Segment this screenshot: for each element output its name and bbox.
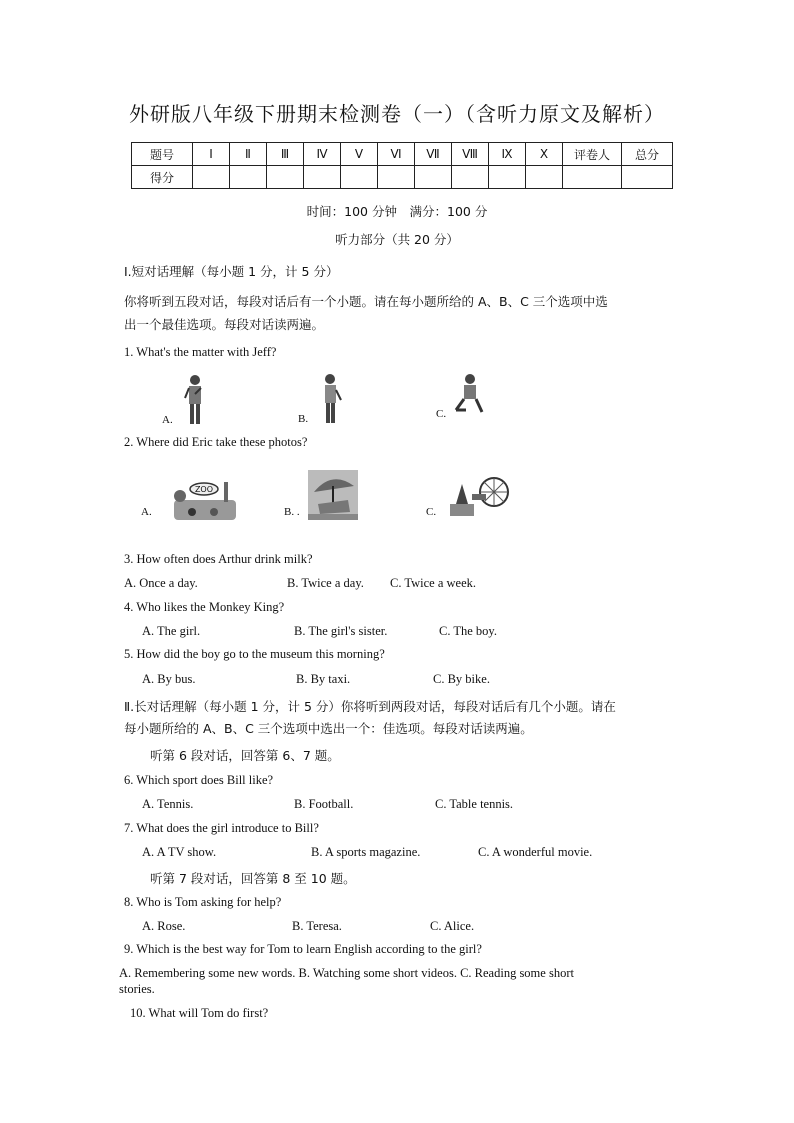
q7-option-a[interactable]: A. A TV show. bbox=[142, 845, 217, 859]
question-6: 6. Which sport does Bill like? bbox=[124, 773, 274, 787]
header-cell: Ⅴ bbox=[341, 143, 378, 166]
q2-option-a-zoo-image bbox=[170, 478, 240, 522]
score-cell[interactable] bbox=[489, 166, 526, 189]
q5-option-c[interactable]: C. By bike. bbox=[433, 672, 490, 686]
score-cell[interactable] bbox=[267, 166, 304, 189]
q3-option-a[interactable]: A. Once a day. bbox=[124, 576, 198, 590]
question-1: 1. What's the matter with Jeff? bbox=[124, 345, 277, 359]
header-cell: Ⅷ bbox=[452, 143, 489, 166]
question-3: 3. How often does Arthur drink milk? bbox=[124, 552, 313, 566]
q2-option-c-park-image bbox=[446, 474, 512, 518]
header-cell: 题号 bbox=[132, 143, 193, 166]
section2-instruction: Ⅱ.长对话理解（每小题 1 分，计 5 分）你将听到两段对话，每段对话后有几个小题。请在 bbox=[124, 699, 616, 714]
score-cell[interactable] bbox=[452, 166, 489, 189]
header-cell: Ⅰ bbox=[193, 143, 230, 166]
q8-option-b[interactable]: B. Teresa. bbox=[292, 919, 342, 933]
q9-options[interactable]: A. Remembering some new words. B. Watching some short videos. C. Reading some short bbox=[119, 966, 574, 980]
q2-option-b-beach-image bbox=[308, 470, 358, 520]
q6-option-c[interactable]: C. Table tennis. bbox=[435, 797, 514, 811]
q6-option-b[interactable]: B. Football. bbox=[294, 797, 354, 811]
page-title: 外研版八年级下册期末检测卷（一）（含听力原文及解析） bbox=[129, 102, 665, 126]
time-line: 时间：100 分钟 满分：100 分 bbox=[306, 204, 488, 219]
section2-sub-instruction: 听第 7 段对话，回答第 8 至 10 题。 bbox=[150, 871, 356, 886]
section2-sub-instruction: 听第 6 段对话，回答第 6、7 题。 bbox=[150, 748, 340, 763]
q1-option-a-label: A. bbox=[162, 414, 173, 426]
q1-option-a-image bbox=[180, 372, 210, 428]
q7-option-c[interactable]: C. A wonderful movie. bbox=[478, 845, 593, 859]
score-table-score-row bbox=[132, 166, 673, 189]
score-table-header-row bbox=[132, 143, 673, 166]
q1-option-b-image bbox=[318, 372, 344, 426]
header-cell: 总分 bbox=[622, 143, 673, 166]
question-2: 2. Where did Eric take these photos? bbox=[124, 435, 308, 449]
score-cell[interactable] bbox=[563, 166, 622, 189]
header-cell: Ⅹ bbox=[526, 143, 563, 166]
score-cell[interactable] bbox=[230, 166, 267, 189]
question-7: 7. What does the girl introduce to Bill? bbox=[124, 821, 319, 835]
header-cell: Ⅳ bbox=[304, 143, 341, 166]
q5-option-a[interactable]: A. By bus. bbox=[142, 672, 196, 686]
score-table bbox=[131, 142, 673, 189]
q8-option-c[interactable]: C. Alice. bbox=[430, 919, 475, 933]
score-cell[interactable] bbox=[193, 166, 230, 189]
q3-option-c[interactable]: C. Twice a week. bbox=[390, 576, 477, 590]
q2-option-b-label: B. . bbox=[284, 506, 300, 518]
section2-instruction: 每小题所给的 A、B、C 三个选项中选出一个：佳选项。每段对话读两遍。 bbox=[124, 721, 533, 736]
question-5: 5. How did the boy go to the museum this morning? bbox=[124, 647, 385, 661]
q1-option-b-label: B. bbox=[298, 413, 309, 425]
header-cell: Ⅸ bbox=[489, 143, 526, 166]
q6-option-a[interactable]: A. Tennis. bbox=[142, 797, 194, 811]
row-label-cell: 得分 bbox=[132, 166, 193, 189]
q4-option-a[interactable]: A. The girl. bbox=[142, 624, 201, 638]
q3-option-b[interactable]: B. Twice a day. bbox=[287, 576, 364, 590]
q1-option-c-label: C. bbox=[436, 408, 447, 420]
question-8: 8. Who is Tom asking for help? bbox=[124, 895, 282, 909]
header-cell: Ⅶ bbox=[415, 143, 452, 166]
section1-instruction: 出一个最佳选项。每段对话读两遍。 bbox=[124, 317, 325, 332]
q9-options-continued: stories. bbox=[119, 982, 155, 996]
q8-option-a[interactable]: A. Rose. bbox=[142, 919, 186, 933]
header-cell: Ⅵ bbox=[378, 143, 415, 166]
score-cell[interactable] bbox=[304, 166, 341, 189]
section1-heading: I.短对话理解（每小题 1 分，计 5 分） bbox=[124, 264, 339, 279]
listening-header: 听力部分（共 20 分） bbox=[335, 232, 459, 247]
q4-option-c[interactable]: C. The boy. bbox=[439, 624, 497, 638]
question-10: 10. What will Tom do first? bbox=[130, 1006, 269, 1020]
header-cell: Ⅲ bbox=[267, 143, 304, 166]
score-cell[interactable] bbox=[415, 166, 452, 189]
header-cell: Ⅱ bbox=[230, 143, 267, 166]
q2-option-a-label: A. bbox=[141, 506, 152, 518]
score-cell[interactable] bbox=[341, 166, 378, 189]
zoo-sign-text: ZOO bbox=[194, 485, 214, 494]
score-cell[interactable] bbox=[622, 166, 673, 189]
q7-option-b[interactable]: B. A sports magazine. bbox=[311, 845, 421, 859]
q1-option-c-image bbox=[452, 372, 488, 416]
q2-option-c-label: C. bbox=[426, 506, 437, 518]
score-cell[interactable] bbox=[526, 166, 563, 189]
question-4: 4. Who likes the Monkey King? bbox=[124, 600, 285, 614]
score-cell[interactable] bbox=[378, 166, 415, 189]
q5-option-b[interactable]: B. By taxi. bbox=[296, 672, 351, 686]
q4-option-b[interactable]: B. The girl's sister. bbox=[294, 624, 388, 638]
header-cell: 评卷人 bbox=[563, 143, 622, 166]
section1-instruction: 你将听到五段对话，每段对话后有一个小题。请在每小题所给的 A、B、C 三个选项中选 bbox=[124, 294, 608, 309]
question-9: 9. Which is the best way for Tom to learn English according to the girl? bbox=[124, 942, 482, 956]
